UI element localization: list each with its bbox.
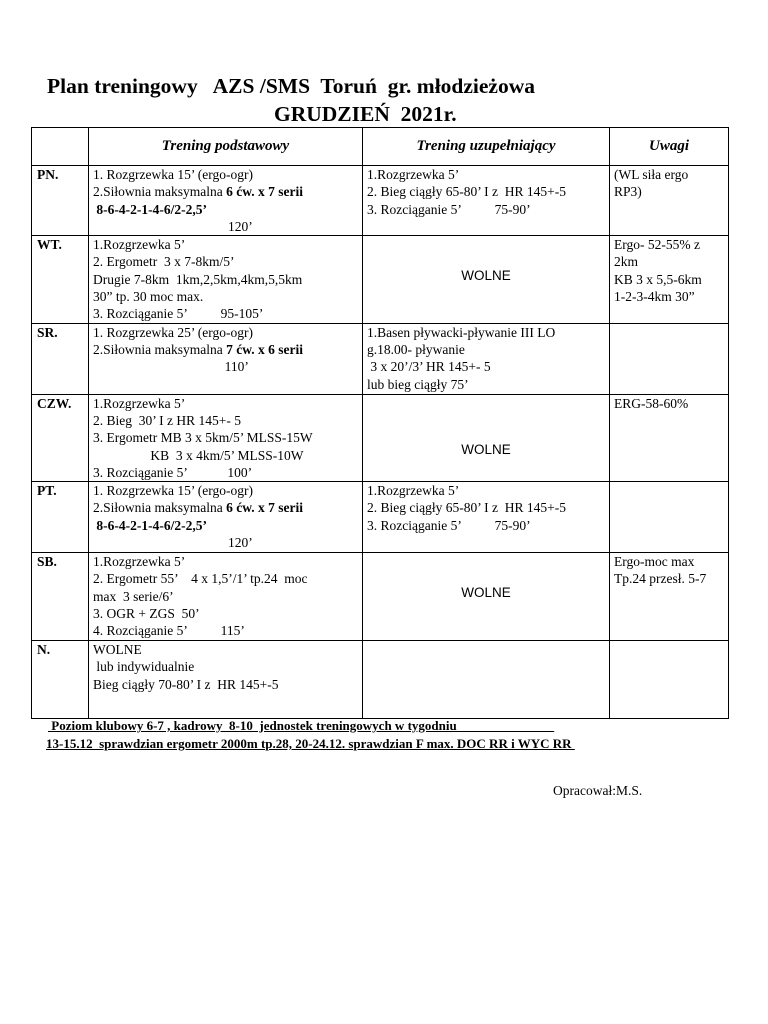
extra-line: 3. Rozciąganie 5’ 75-90’ bbox=[367, 201, 531, 217]
extra-cell bbox=[363, 323, 610, 394]
notes-line: (WL siła ergo bbox=[614, 167, 689, 182]
basic-line: 3. Rozciąganie 5’ 95-105’ bbox=[93, 306, 264, 322]
basic-line: 30” tp. 30 moc max. bbox=[93, 289, 204, 305]
notes-cell bbox=[610, 641, 729, 719]
basic-cell bbox=[89, 482, 363, 553]
basic-line: Bieg ciągły 70-80’ I z HR 145+-5 bbox=[93, 676, 279, 692]
basic-line: 2. Bieg 30’ I z HR 145+- 5 bbox=[93, 412, 241, 428]
basic-line: 2.Siłownia maksymalna 7 ćw. x 6 serii bbox=[93, 341, 303, 357]
basic-line: 2.Siłownia maksymalna 6 ćw. x 7 serii bbox=[93, 500, 303, 516]
basic-cell bbox=[89, 553, 363, 641]
basic-line: 2.Siłownia maksymalna 6 ćw. x 7 serii bbox=[93, 184, 303, 200]
basic-cell bbox=[89, 166, 363, 236]
basic-line: 2. Ergometr 3 x 7-8km/5’ bbox=[93, 254, 235, 270]
basic-line: Drugie 7-8km 1km,2,5km,4km,5,5km bbox=[93, 271, 303, 287]
basic-line: 8-6-4-2-1-4-6/2-2,5’ bbox=[93, 201, 207, 217]
extra-cell bbox=[363, 236, 610, 323]
day-label: PT. bbox=[32, 482, 89, 553]
extra-line: g.18.00- pływanie bbox=[367, 341, 465, 357]
note-training-level: Poziom klubowy 6-7 , kadrowy 8-10 jednostek treningowych w tygodniu bbox=[48, 718, 555, 733]
extra-cell bbox=[363, 166, 610, 236]
notes-cell bbox=[610, 166, 729, 236]
extra-line: 3. Rozciąganie 5’ 75-90’ bbox=[367, 517, 531, 533]
basic-line: WOLNE bbox=[93, 642, 142, 658]
extra-line: 2. Bieg ciągły 65-80’ I z HR 145+-5 bbox=[367, 500, 566, 516]
extra-wolne: WOLNE bbox=[461, 585, 511, 601]
extra-cell bbox=[363, 553, 610, 641]
notes-line: 1-2-3-4km 30” bbox=[614, 289, 695, 305]
table-row bbox=[32, 323, 729, 394]
day-label: SB. bbox=[32, 553, 89, 641]
notes-line: Ergo-moc max bbox=[614, 554, 695, 570]
table-header-row bbox=[32, 128, 729, 166]
header-day bbox=[32, 128, 89, 166]
basic-line: 3. Ergometr MB 3 x 5km/5’ MLSS-15W bbox=[93, 430, 313, 446]
header-extra: Trening uzupełniający bbox=[363, 128, 610, 166]
day-label: PN. bbox=[32, 166, 89, 236]
basic-line: 110’ bbox=[93, 359, 249, 375]
notes-cell bbox=[610, 323, 729, 394]
notes-line: ERG-58-60% bbox=[614, 395, 689, 411]
basic-line: lub indywidualnie bbox=[93, 659, 195, 675]
notes-line: Ergo- 52-55% z bbox=[614, 237, 700, 253]
notes-line: 2km bbox=[614, 254, 639, 270]
day-label: N. bbox=[32, 641, 89, 719]
basic-line: 4. Rozciąganie 5’ 115’ bbox=[93, 623, 245, 639]
notes-line: KB 3 x 5,5-6km bbox=[614, 271, 702, 287]
extra-line: 3 x 20’/3’ HR 145+- 5 bbox=[367, 359, 491, 375]
table-row bbox=[32, 236, 729, 323]
notes-cell bbox=[610, 394, 729, 481]
notes-cell bbox=[610, 482, 729, 553]
table-row bbox=[32, 394, 729, 481]
extra-line: 1.Rozgrzewka 5’ bbox=[367, 167, 460, 182]
basic-line: 1. Rozgrzewka 15’ (ergo-ogr) bbox=[93, 483, 253, 499]
basic-line: KB 3 x 4km/5’ MLSS-10W bbox=[93, 447, 304, 463]
notes-line: Tp.24 przesł. 5-7 bbox=[614, 571, 707, 587]
basic-line: 120’ bbox=[93, 218, 253, 234]
day-label: WT. bbox=[32, 236, 89, 323]
title-line-1: Plan treningowy AZS /SMS Toruń gr. młodzieżowa bbox=[47, 74, 536, 98]
extra-wolne: WOLNE bbox=[461, 441, 511, 457]
extra-line: 1.Rozgrzewka 5’ bbox=[367, 483, 460, 499]
extra-cell bbox=[363, 482, 610, 553]
basic-line: 2. Ergometr 55’ 4 x 1,5’/1’ tp.24 moc bbox=[93, 571, 308, 587]
notes-cell bbox=[610, 236, 729, 323]
table-row bbox=[32, 641, 729, 719]
basic-line: 1.Rozgrzewka 5’ bbox=[93, 554, 186, 570]
basic-cell bbox=[89, 641, 363, 719]
extra-line: 1.Basen pływacki-pływanie III LO bbox=[367, 324, 556, 340]
notes-line: RP3) bbox=[614, 184, 642, 200]
header-notes: Uwagi bbox=[610, 128, 729, 166]
basic-line: 120’ bbox=[93, 535, 253, 551]
basic-line: 1. Rozgrzewka 25’ (ergo-ogr) bbox=[93, 324, 253, 340]
basic-line: 1.Rozgrzewka 5’ bbox=[93, 395, 186, 411]
day-label: SR. bbox=[32, 323, 89, 394]
basic-line: 1.Rozgrzewka 5’ bbox=[93, 237, 186, 253]
notes-cell bbox=[610, 553, 729, 641]
training-table bbox=[31, 127, 729, 719]
table-row bbox=[32, 166, 729, 236]
basic-line: 1. Rozgrzewka 15’ (ergo-ogr) bbox=[93, 167, 253, 182]
basic-cell bbox=[89, 323, 363, 394]
basic-line: 3. Rozciąganie 5’ 100’ bbox=[93, 464, 253, 480]
table-row bbox=[32, 482, 729, 553]
basic-line: max 3 serie/6’ bbox=[93, 588, 174, 604]
basic-line: 3. OGR + ZGS 50’ bbox=[93, 606, 200, 622]
extra-line: lub bieg ciągły 75’ bbox=[367, 376, 469, 392]
extra-cell bbox=[363, 394, 610, 481]
basic-cell bbox=[89, 236, 363, 323]
note-tests: 13-15.12 sprawdzian ergometr 2000m tp.28, 20-24.12. sprawdzian F max. DOC RR i WYC RR bbox=[46, 736, 575, 751]
basic-cell bbox=[89, 394, 363, 481]
table-row bbox=[32, 553, 729, 641]
extra-line: 2. Bieg ciągły 65-80’ I z HR 145+-5 bbox=[367, 184, 566, 200]
extra-cell bbox=[363, 641, 610, 719]
header-basic: Trening podstawowy bbox=[89, 128, 363, 166]
extra-wolne: WOLNE bbox=[461, 268, 511, 284]
basic-line: 8-6-4-2-1-4-6/2-2,5’ bbox=[93, 517, 207, 533]
title-line-2: GRUDZIEŃ 2021r. bbox=[274, 102, 457, 126]
author-signature: Opracował:M.S. bbox=[553, 783, 643, 798]
day-label: CZW. bbox=[32, 394, 89, 481]
